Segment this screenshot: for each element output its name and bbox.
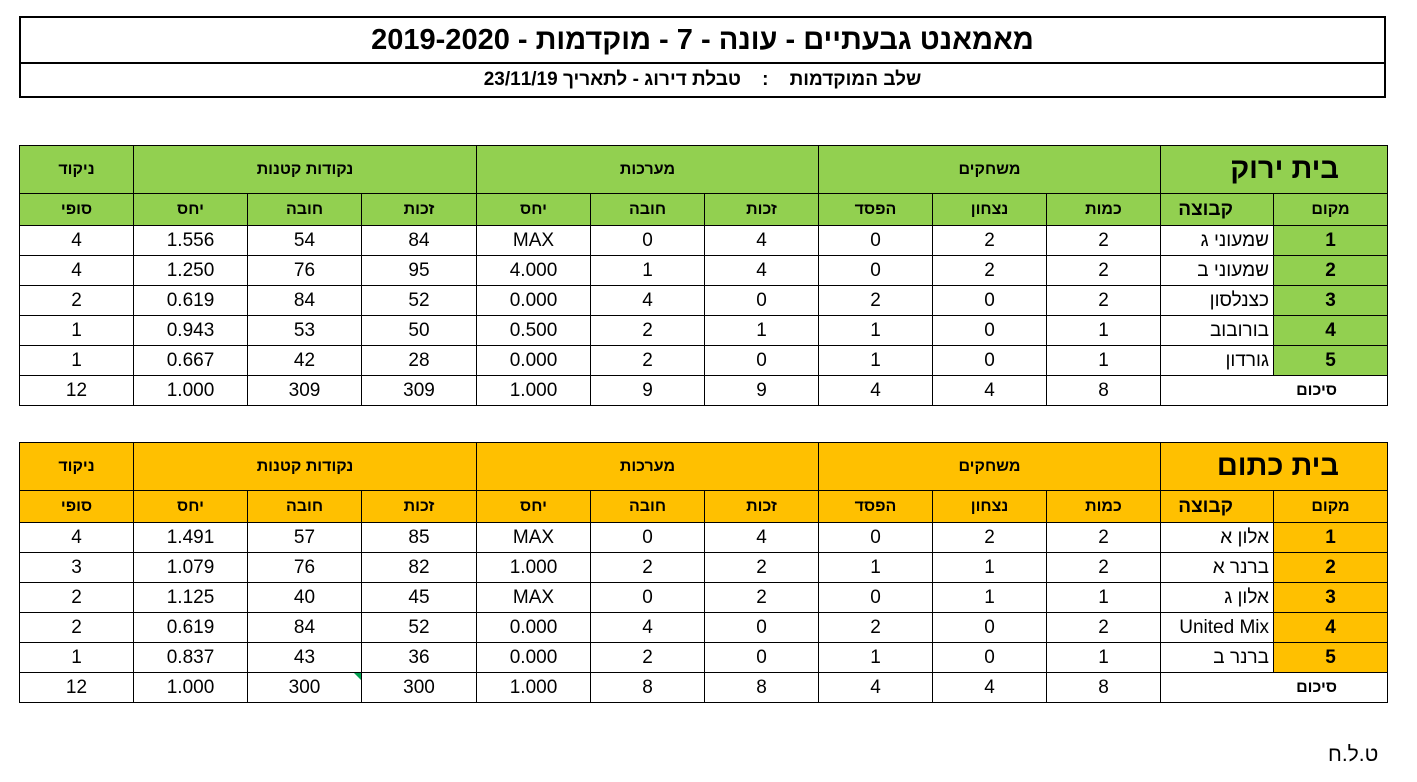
lost-cell: 0 [819,226,933,256]
page-subtitle: טבלת דירוג - לתאריך 23/11/19 [483,69,742,90]
played-cell: 2 [1047,286,1161,316]
final-score-cell: 2 [20,613,134,643]
sets-for-cell: 0 [705,613,819,643]
points-group-header: נקודות קטנות [134,146,477,194]
sets-against-cell: 4 [591,286,705,316]
pts-for-header: זכות [362,194,477,226]
lost-cell: 2 [819,613,933,643]
final-score-cell: 1 [20,346,134,376]
sets-ratio-cell: 1.000 [477,553,591,583]
points-against-cell: 76 [248,256,362,286]
team-name-cell: ברנר ב [1161,643,1274,673]
summary-sets-against-cell: 9 [591,376,705,406]
points-against-cell: 40 [248,583,362,613]
table-row [20,553,1388,583]
points-for-cell: 84 [362,226,477,256]
rank-cell: 3 [1274,286,1388,316]
sets-for-header: זכות [705,194,819,226]
table-row [20,226,1388,256]
table-row [20,346,1388,376]
sets-ratio-header: יחס [477,194,591,226]
points-against-cell: 43 [248,643,362,673]
final-score-cell: 4 [20,523,134,553]
rank-header: מקום [1274,194,1388,226]
points-against-cell: 84 [248,286,362,316]
summary-points-against-cell: 300 [248,673,362,703]
sets-group-header: מערכות [477,146,819,194]
pts-against-header: חובה [248,194,362,226]
played-header: כמות [1047,491,1161,523]
summary-label: סיכום [1161,376,1388,406]
points-ratio-cell: 0.667 [134,346,248,376]
sets-against-cell: 1 [591,256,705,286]
sets-ratio-cell: 0.000 [477,643,591,673]
house-name: בית כתום [1161,443,1388,491]
final-score-cell: 2 [20,583,134,613]
table-row [20,583,1388,613]
lost-cell: 1 [819,346,933,376]
won-cell: 0 [933,346,1047,376]
stage-separator: : [762,69,769,90]
rank-cell: 1 [1274,523,1388,553]
points-against-cell: 42 [248,346,362,376]
final-score-header-top: ניקוד [20,443,134,491]
points-against-cell: 76 [248,553,362,583]
team-name-cell: אלון א [1161,523,1274,553]
team-name-cell: שמעוני ב [1161,256,1274,286]
sets-for-cell: 0 [705,286,819,316]
points-against-cell: 53 [248,316,362,346]
won-cell: 2 [933,226,1047,256]
points-ratio-cell: 0.837 [134,643,248,673]
rank-header: מקום [1274,491,1388,523]
pts-for-header: זכות [362,491,477,523]
sets-for-cell: 4 [705,226,819,256]
points-for-cell: 45 [362,583,477,613]
final-score-header-top: ניקוד [20,146,134,194]
games-group-header: משחקים [819,443,1161,491]
team-header: קבוצה [1161,194,1274,226]
sets-against-cell: 0 [591,583,705,613]
summary-points-for-cell: 309 [362,376,477,406]
stage-label: שלב המוקדמות [789,69,922,90]
sets-ratio-cell: MAX [477,226,591,256]
summary-final-score-cell: 12 [20,376,134,406]
page-turn-note: ט.ל.ח [1328,743,1379,766]
rank-cell: 5 [1274,643,1388,673]
pts-ratio-header: יחס [134,194,248,226]
points-for-cell: 36 [362,643,477,673]
points-against-cell: 84 [248,613,362,643]
summary-row [20,376,1388,406]
report-header [19,16,1386,98]
points-for-cell: 52 [362,286,477,316]
points-for-cell: 52 [362,613,477,643]
lost-header: הפסד [819,194,933,226]
played-cell: 1 [1047,583,1161,613]
sets-ratio-cell: 0.000 [477,613,591,643]
team-name-cell: גורדון [1161,346,1274,376]
played-cell: 1 [1047,643,1161,673]
final-score-cell: 3 [20,553,134,583]
sets-against-cell: 2 [591,553,705,583]
sets-for-cell: 0 [705,346,819,376]
rank-cell: 4 [1274,316,1388,346]
points-for-cell: 50 [362,316,477,346]
won-cell: 2 [933,256,1047,286]
team-name-cell: כצנלסון [1161,286,1274,316]
played-cell: 2 [1047,226,1161,256]
summary-final-score-cell: 12 [20,673,134,703]
table-row [20,613,1388,643]
sets-ratio-cell: 0.500 [477,316,591,346]
points-group-header: נקודות קטנות [134,443,477,491]
games-group-header: משחקים [819,146,1161,194]
summary-points-ratio-cell: 1.000 [134,376,248,406]
lost-header: הפסד [819,491,933,523]
points-for-cell: 85 [362,523,477,553]
lost-cell: 1 [819,553,933,583]
played-header: כמות [1047,194,1161,226]
team-name-cell: ברנר א [1161,553,1274,583]
sets-for-cell: 4 [705,256,819,286]
won-header: נצחון [933,491,1047,523]
sets-for-cell: 2 [705,583,819,613]
sets-against-header: חובה [591,491,705,523]
played-cell: 2 [1047,553,1161,583]
pts-ratio-header: יחס [134,491,248,523]
points-ratio-cell: 0.943 [134,316,248,346]
pts-against-header: חובה [248,491,362,523]
sets-against-cell: 2 [591,316,705,346]
sets-for-cell: 0 [705,643,819,673]
final-score-cell: 4 [20,256,134,286]
final-score-header-bottom: סופי [20,491,134,523]
team-name-cell: שמעוני ג [1161,226,1274,256]
table-row [20,643,1388,673]
sets-against-cell: 0 [591,226,705,256]
summary-won-cell: 4 [933,376,1047,406]
won-cell: 0 [933,643,1047,673]
sets-against-cell: 2 [591,643,705,673]
team-name-cell: אלון ג [1161,583,1274,613]
won-header: נצחון [933,194,1047,226]
page-title: מאמאנט גבעתיים - עונה - 7 - מוקדמות - 2019-2020 [21,18,1384,64]
final-score-cell: 4 [20,226,134,256]
lost-cell: 0 [819,523,933,553]
sets-ratio-cell: MAX [477,523,591,553]
points-against-cell: 54 [248,226,362,256]
summary-points-for-cell: 300 [362,673,477,703]
points-against-cell: 57 [248,523,362,553]
points-ratio-cell: 0.619 [134,286,248,316]
sets-against-cell: 0 [591,523,705,553]
final-score-cell: 2 [20,286,134,316]
lost-cell: 0 [819,256,933,286]
rank-cell: 3 [1274,583,1388,613]
standings-table-green [19,145,1388,406]
sets-group-header: מערכות [477,443,819,491]
summary-points-against-cell: 309 [248,376,362,406]
won-cell: 1 [933,553,1047,583]
sets-against-header: חובה [591,194,705,226]
sets-for-cell: 1 [705,316,819,346]
team-header: קבוצה [1161,491,1274,523]
summary-sets-ratio-cell: 1.000 [477,673,591,703]
sets-against-cell: 4 [591,613,705,643]
table-row [20,316,1388,346]
standings-table-orange [19,442,1388,703]
summary-sets-against-cell: 8 [591,673,705,703]
lost-cell: 1 [819,643,933,673]
played-cell: 2 [1047,523,1161,553]
sets-ratio-header: יחס [477,491,591,523]
points-ratio-cell: 1.125 [134,583,248,613]
rank-cell: 4 [1274,613,1388,643]
points-ratio-cell: 1.556 [134,226,248,256]
played-cell: 1 [1047,346,1161,376]
points-ratio-cell: 1.250 [134,256,248,286]
rank-cell: 1 [1274,226,1388,256]
summary-lost-cell: 4 [819,673,933,703]
rank-cell: 2 [1274,256,1388,286]
rank-cell: 5 [1274,346,1388,376]
won-cell: 1 [933,583,1047,613]
summary-played-cell: 8 [1047,376,1161,406]
page-subtitle-row [21,64,1384,96]
sets-ratio-cell: MAX [477,583,591,613]
played-cell: 1 [1047,316,1161,346]
table-row [20,256,1388,286]
points-ratio-cell: 0.619 [134,613,248,643]
summary-played-cell: 8 [1047,673,1161,703]
final-score-cell: 1 [20,316,134,346]
summary-label: סיכום [1161,673,1388,703]
rank-cell: 2 [1274,553,1388,583]
table-row [20,523,1388,553]
sets-for-header: זכות [705,491,819,523]
played-cell: 2 [1047,256,1161,286]
sets-ratio-cell: 0.000 [477,286,591,316]
sets-ratio-cell: 0.000 [477,346,591,376]
team-name-cell: United Mix [1161,613,1274,643]
won-cell: 0 [933,316,1047,346]
sets-for-cell: 2 [705,553,819,583]
points-ratio-cell: 1.491 [134,523,248,553]
lost-cell: 1 [819,316,933,346]
points-for-cell: 95 [362,256,477,286]
played-cell: 2 [1047,613,1161,643]
summary-sets-ratio-cell: 1.000 [477,376,591,406]
house-name: בית ירוק [1161,146,1388,194]
summary-lost-cell: 4 [819,376,933,406]
final-score-header-bottom: סופי [20,194,134,226]
won-cell: 0 [933,613,1047,643]
won-cell: 2 [933,523,1047,553]
lost-cell: 0 [819,583,933,613]
summary-points-ratio-cell: 1.000 [134,673,248,703]
lost-cell: 2 [819,286,933,316]
summary-sets-for-cell: 9 [705,376,819,406]
final-score-cell: 1 [20,643,134,673]
sets-for-cell: 4 [705,523,819,553]
won-cell: 0 [933,286,1047,316]
points-for-cell: 82 [362,553,477,583]
sets-against-cell: 2 [591,346,705,376]
summary-won-cell: 4 [933,673,1047,703]
table-row [20,286,1388,316]
points-ratio-cell: 1.079 [134,553,248,583]
team-name-cell: בורובוב [1161,316,1274,346]
summary-row [20,673,1388,703]
points-for-cell: 28 [362,346,477,376]
summary-sets-for-cell: 8 [705,673,819,703]
sets-ratio-cell: 4.000 [477,256,591,286]
